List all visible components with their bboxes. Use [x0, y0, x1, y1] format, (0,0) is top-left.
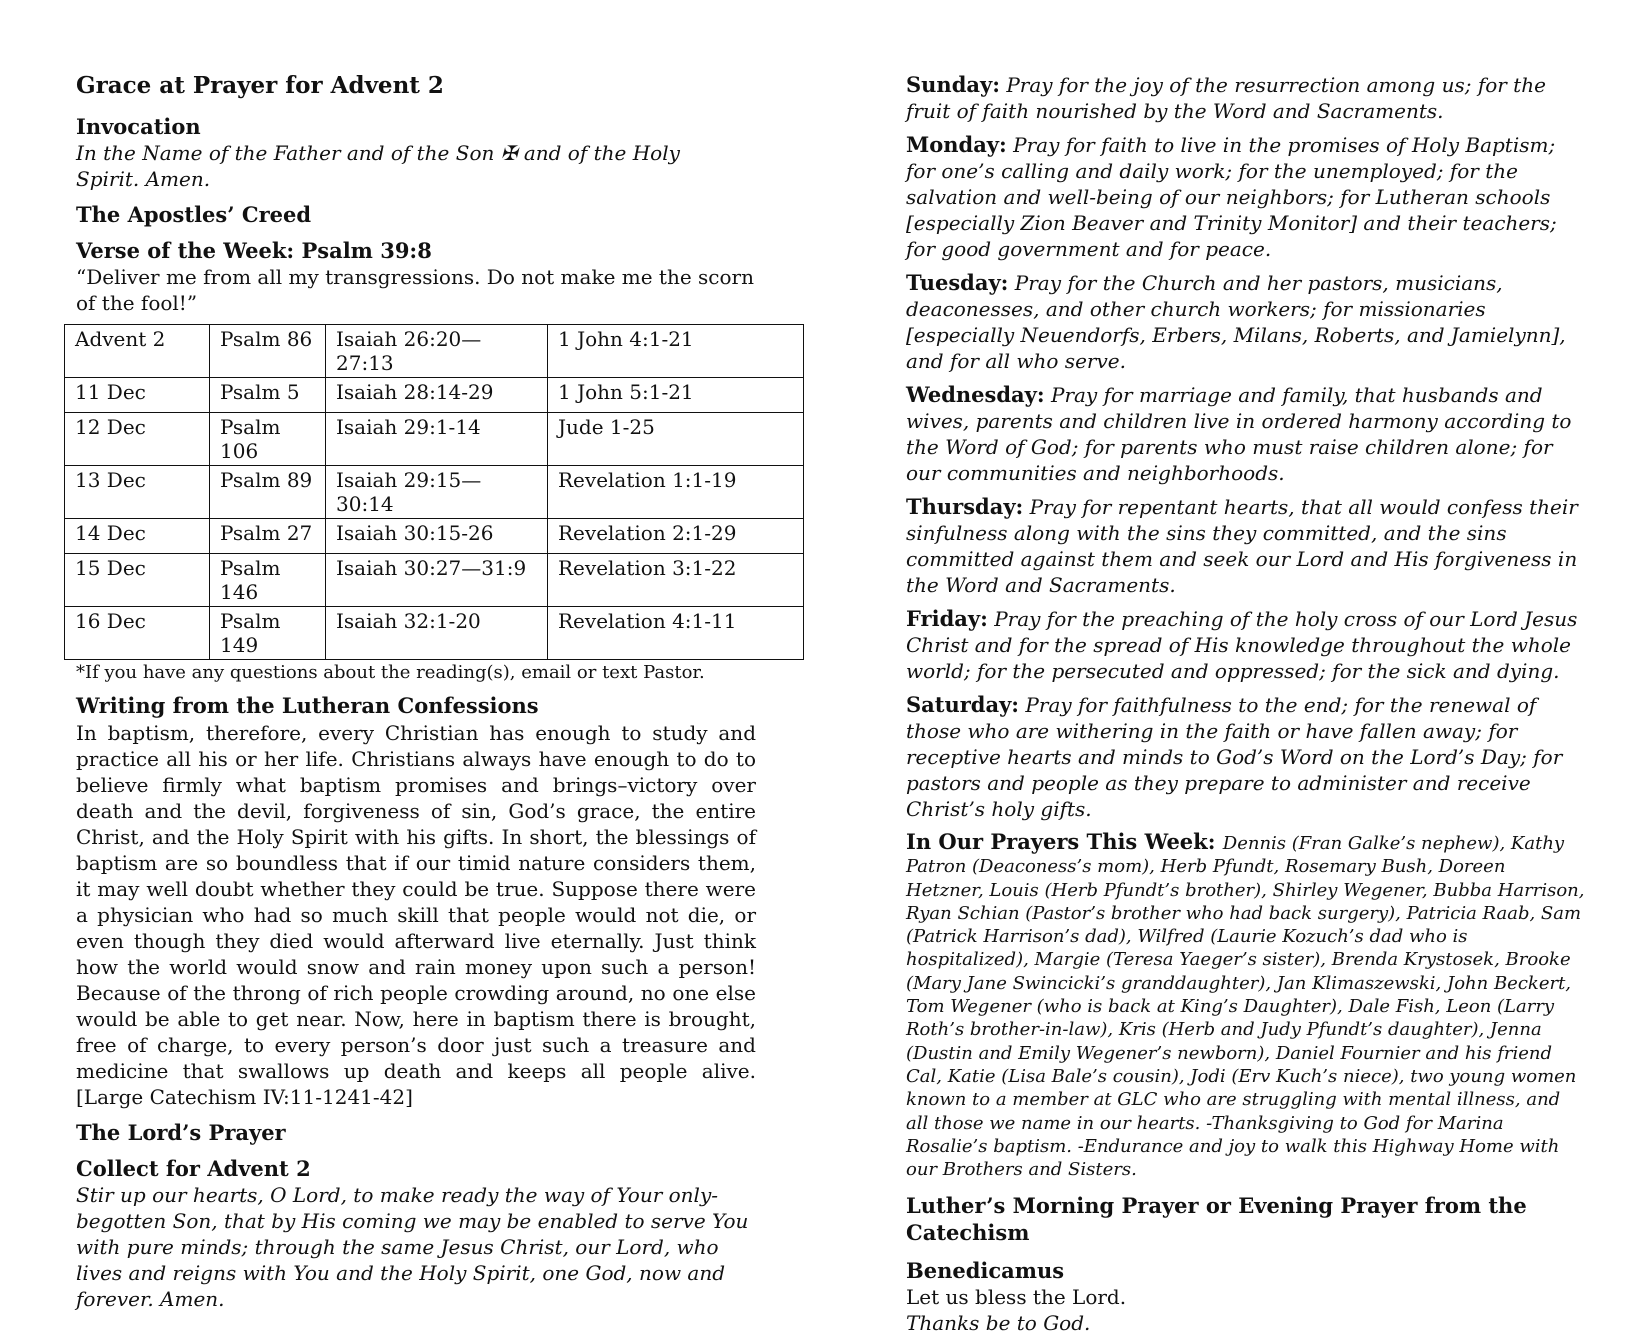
- reading-day-cell: 16 Dec: [65, 607, 210, 660]
- reading-ot-cell: Isaiah 26:20—27:13: [326, 325, 548, 378]
- reading-psalm-cell: Psalm 146: [210, 554, 326, 607]
- table-row: [65, 378, 804, 413]
- confessions-heading: Writing from the Lutheran Confessions: [76, 693, 539, 719]
- benedicamus-section: [906, 1258, 1586, 1336]
- day-prayer-text: Pray for faithfulness to the end; for the renewal of those who are withering in the faith or have fallen away; for receptive hearts and minds to God’s Word on the Lord’s Day; for pastors and people as they prepare to administer and receive Christ’s holy gifts.: [906, 693, 1563, 821]
- reading-psalm-cell: Psalm 149: [210, 607, 326, 660]
- luther-prayer-section: [906, 1193, 1586, 1246]
- day-prayer-section: [906, 270, 1586, 374]
- reading-ot-cell: Isaiah 29:1-14: [326, 413, 548, 466]
- reading-day-cell: 12 Dec: [65, 413, 210, 466]
- reading-day-cell: 11 Dec: [65, 378, 210, 413]
- creed-heading: The Apostles’ Creed: [76, 201, 312, 227]
- reading-ot-cell: Isaiah 30:27—31:9: [326, 554, 548, 607]
- reading-psalm-cell: Psalm 86: [210, 325, 326, 378]
- creed-section: [76, 202, 756, 228]
- day-prayer-section: [906, 132, 1586, 262]
- reading-day-cell: 15 Dec: [65, 554, 210, 607]
- reading-nt-cell: Revelation 2:1-29: [548, 519, 804, 554]
- prayers-this-week-label: In Our Prayers This Week:: [906, 829, 1223, 854]
- reading-psalm-cell: Psalm 27: [210, 519, 326, 554]
- collect-text: Stir up our hearts, O Lord, to make ready the way of Your only-begotten Son, that by His coming we may be enabled to serve You with pure minds; through the same Jesus Christ, our Lord, who lives and reigns with You and the Holy Spirit, one God, now and forever. Amen.: [76, 1183, 749, 1312]
- day-label: Sunday:: [906, 72, 1000, 97]
- daily-prayers-list: [906, 72, 1586, 822]
- benedicamus-heading: Benedicamus: [906, 1257, 1065, 1283]
- confessions-section: [76, 693, 756, 1109]
- confessions-text: In baptism, therefore, every Christian has enough to study and practice all his or her life. Christians always have enough to do to believe firmly what baptism promises and brings–victory over death and the devil, forgiveness of sin, God’s grace, the entire Christ, and the Holy Spirit with his gifts. In short, the blessings of baptism are so boundless that if our timid nature considers them, it may well doubt whether they could be true. Suppose there were a physician who had so much skill that people would not die, or even though they died would afterward live eternally. Just think how the world would snow and rain money upon such a person! Because of the throng of rich people crowding around, no one else would be able to get near. Now, here in baptism there is brought, free of charge, to every person’s door just such a treasure and medicine that swallows up death and keeps all people alive. [Large Catechism IV:11-1241-42]: [76, 720, 756, 1109]
- day-prayer-text: Pray for the preaching of the holy cross of our Lord Jesus Christ and for the spread of His knowledge throughout the whole world; for the persecuted and oppressed; for the sick and dying.: [906, 607, 1578, 683]
- verse-heading: Verse of the Week: Psalm 39:8: [76, 238, 432, 264]
- benedicamus-line-1: Let us bless the Lord.: [906, 1285, 1127, 1310]
- reading-psalm-cell: Psalm 106: [210, 413, 326, 466]
- reading-psalm-cell: Psalm 5: [210, 378, 326, 413]
- day-prayer-section: [906, 494, 1586, 598]
- reading-nt-cell: Revelation 1:1-19: [548, 466, 804, 519]
- day-prayer-section: [906, 382, 1586, 486]
- lords-prayer-section: [76, 1120, 756, 1146]
- luther-prayer-heading: Luther’s Morning Prayer or Evening Prayer from the Catechism: [906, 1193, 1527, 1245]
- reading-ot-cell: Isaiah 32:1-20: [326, 607, 548, 660]
- reading-ot-cell: Isaiah 30:15-26: [326, 519, 548, 554]
- day-prayer-text: Pray for faith to live in the promises of Holy Baptism; for one’s calling and daily work; for the unemployed; for the salvation and well-being of our neighbors; for Lutheran schools [especially Zion Beaver and Trinity Monitor] and their teachers; for good government and for peace.: [906, 133, 1557, 261]
- reading-ot-cell: Isaiah 28:14-29: [326, 378, 548, 413]
- lords-prayer-heading: The Lord’s Prayer: [76, 1119, 286, 1145]
- collect-heading: Collect for Advent 2: [76, 1155, 311, 1181]
- day-prayer-section: [906, 692, 1586, 822]
- day-prayer-text: Pray for the joy of the resurrection among us; for the fruit of faith nourished by the Word and Sacraments.: [906, 73, 1546, 123]
- readings-note: *If you have any questions about the reading(s), email or text Pastor.: [76, 662, 705, 684]
- verse-section: [76, 238, 756, 316]
- day-prayer-text: Pray for repentant hearts, that all would confess their sinfulness along with the sins they committed, and the sins committed against them and seek our Lord and His forgiveness in the Word and Sacraments.: [906, 495, 1578, 597]
- readings-table: [64, 324, 804, 660]
- reading-nt-cell: Jude 1-25: [548, 413, 804, 466]
- day-label: Wednesday:: [906, 382, 1045, 407]
- reading-psalm-cell: Psalm 89: [210, 466, 326, 519]
- reading-ot-cell: Isaiah 29:15—30:14: [326, 466, 548, 519]
- day-label: Thursday:: [906, 494, 1024, 519]
- prayers-this-week-text: Dennis (Fran Galke’s nephew), Kathy Patron (Deaconess’s mom), Herb Pfundt, Rosemary Bush, Doreen Hetzner, Louis (Herb Pfundt’s brother), Shirley Wegener, Bubba Harrison, Ryan Schian (Pastor’s brother who had back surgery), Patricia Raab, Sam (Patrick Harrison’s dad), Wilfred (Laurie Kozuch’s dad who is hospitalized), Margie (Teresa Yaeger’s sister), Brenda Krystosek, Brooke (Mary Jane Swincicki’s granddaughter), Jan Klimaszewski, John Beckert, Tom Wegener (who is back at King’s Daughter), Dale Fish, Leon (Larry Roth’s brother-in-law), Kris (Herb and Judy Pfundt’s daughter), Jenna (Dustin and Emily Wegener’s newborn), Daniel Fournier and his friend Cal, Katie (Lisa Bale’s cousin), Jodi (Erv Kuch’s niece), two young women known to a member at GLC who are struggling with mental illness, and all those we name in our hearts. -Thanksgiving to God for Marina Rosalie’s baptism. -Endurance and joy to walk this Highway Home with our Brothers and Sisters.: [906, 833, 1585, 1181]
- reading-nt-cell: Revelation 4:1-11: [548, 607, 804, 660]
- table-row: [65, 466, 804, 519]
- left-column: [76, 72, 756, 1322]
- invocation-heading: Invocation: [76, 113, 201, 139]
- reading-nt-cell: 1 John 5:1-21: [548, 378, 804, 413]
- table-row: [65, 325, 804, 378]
- right-column: [906, 72, 1586, 1344]
- invocation-section: [76, 114, 756, 192]
- day-prayer-section: [906, 606, 1586, 684]
- reading-day-cell: Advent 2: [65, 325, 210, 378]
- verse-text: “Deliver me from all my transgressions. Do not make me the scorn of the fool!”: [76, 265, 754, 316]
- reading-day-cell: 13 Dec: [65, 466, 210, 519]
- day-label: Monday:: [906, 132, 1007, 157]
- day-label: Saturday:: [906, 692, 1020, 717]
- table-row: [65, 607, 804, 660]
- collect-section: [76, 1156, 756, 1312]
- day-prayer-section: [906, 72, 1586, 124]
- reading-nt-cell: Revelation 3:1-22: [548, 554, 804, 607]
- table-row: [65, 413, 804, 466]
- invocation-text: In the Name of the Father and of the Son ✠ and of the Holy Spirit. Amen.: [76, 140, 680, 191]
- table-row: [65, 519, 804, 554]
- benedicamus-line-2: Thanks be to God.: [906, 1311, 1091, 1336]
- day-label: Tuesday:: [906, 270, 1009, 295]
- day-prayer-text: Pray for marriage and family, that husbands and wives, parents and children live in ordered harmony according to the Word of God; for parents who must raise children alone; for our communities and neighborhoods.: [906, 383, 1572, 485]
- reading-day-cell: 14 Dec: [65, 519, 210, 554]
- prayers-this-week-section: [906, 830, 1586, 1181]
- day-prayer-text: Pray for the Church and her pastors, musicians, deaconesses, and other church workers; for missionaries [especially Neuendorfs, Erbers, Milans, Roberts, and Jamielynn], and for all who serve.: [906, 271, 1566, 373]
- table-row: [65, 554, 804, 607]
- day-label: Friday:: [906, 606, 988, 631]
- reading-nt-cell: 1 John 4:1-21: [548, 325, 804, 378]
- page-title: Grace at Prayer for Advent 2: [76, 72, 444, 99]
